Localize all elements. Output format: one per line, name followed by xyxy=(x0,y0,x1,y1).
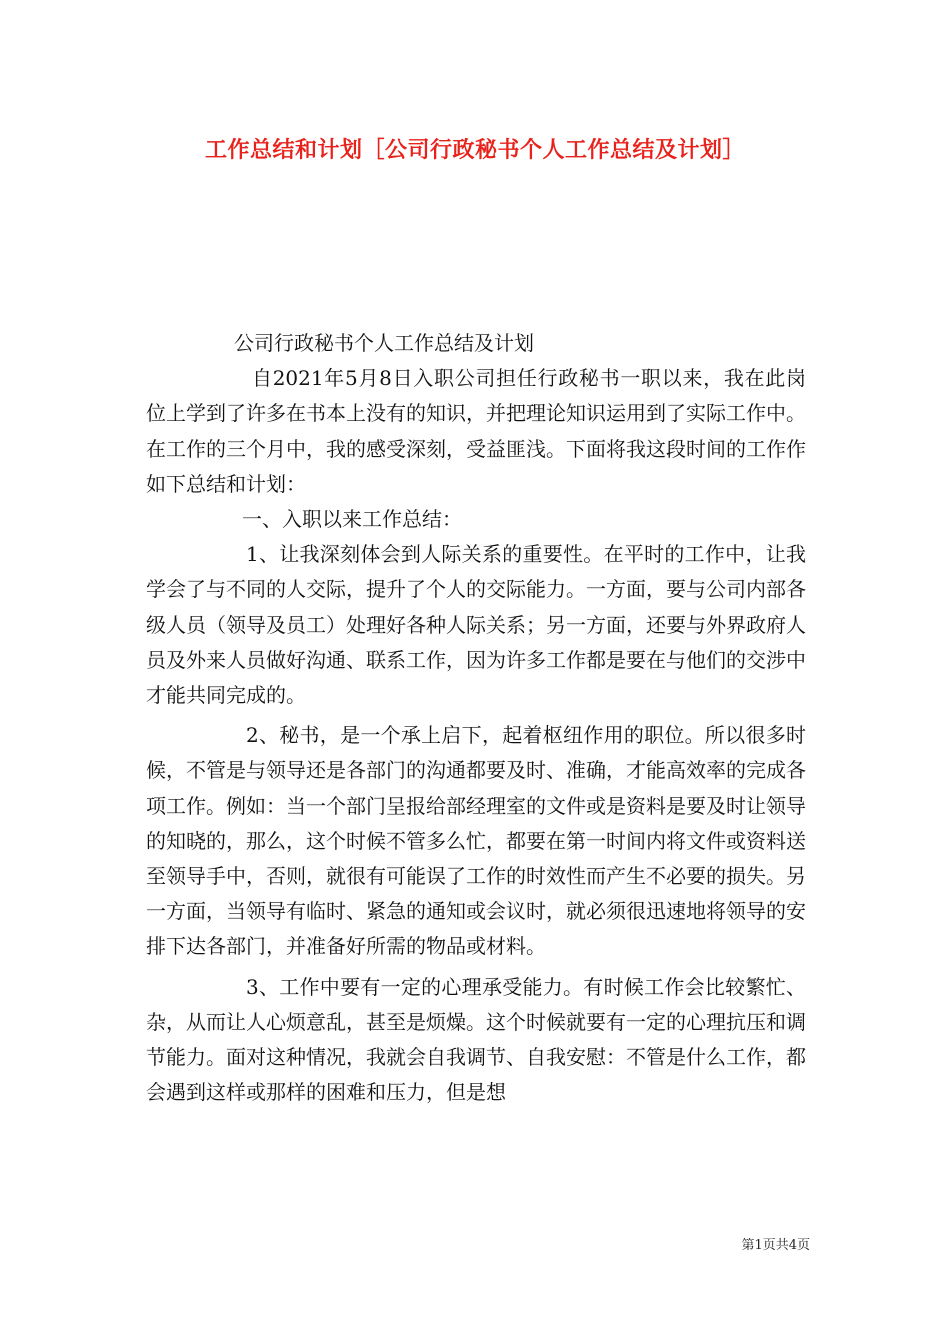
document-subtitle: 公司行政秘书个人工作总结及计划 xyxy=(234,331,534,355)
section-heading-work-summary: 一、入职以来工作总结： xyxy=(242,507,462,532)
summary-item-2: 2、秘书，是一个承上启下，起着枢纽作用的职位。所以很多时候，不管是与领导还是各部门的沟通都要及时、准确，才能高效率的完成各项工作。例如：当一个部门呈报给部经理室的文件或是资料是要及时让领导的知晓的，那么，这个时候不管多么忙，都要在第一时间内将文件或资料送至领导手中，否则，就很有可能误了工作的时效性而产生不必要的损失。另一方面，当领导有临时、紧急的通知或会议时，就必须很迅速地将领导的安排下达各部门，并准备好所需的物品或材料。 xyxy=(146,723,806,959)
intro-paragraph: 自2021年5月8日入职公司担任行政秘书一职以来，我在此岗位上学到了许多在书本上没有的知识，并把理论知识运用到了实际工作中。在工作的三个月中，我的感受深刻，受益匪浅。下面将我这段时间的工作作如下总结和计划： xyxy=(146,366,806,496)
document-body xyxy=(146,326,806,1110)
page-number-footer: 第1页共4页 xyxy=(741,1238,810,1253)
document-title: 工作总结和计划［公司行政秘书个人工作总结及计划］ xyxy=(204,137,745,163)
summary-item-1: 1、让我深刻体会到人际关系的重要性。在平时的工作中，让我学会了与不同的人交际，提升了个人的交际能力。一方面，要与公司内部各级人员（领导及员工）处理好各种人际关系；另一方面，还要与外界政府人员及外来人员做好沟通、联系工作，因为许多工作都是要在与他们的交涉中才能共同完成的。 xyxy=(146,542,806,708)
summary-item-3: 3、工作中要有一定的心理承受能力。有时候工作会比较繁忙、杂，从而让人心烦意乱，甚至是烦燥。这个时候就要有一定的心理抗压和调节能力。面对这种情况，我就会自我调节、自我安慰：不管是什么工作，都会遇到这样或那样的困难和压力，但是想 xyxy=(146,974,806,1105)
